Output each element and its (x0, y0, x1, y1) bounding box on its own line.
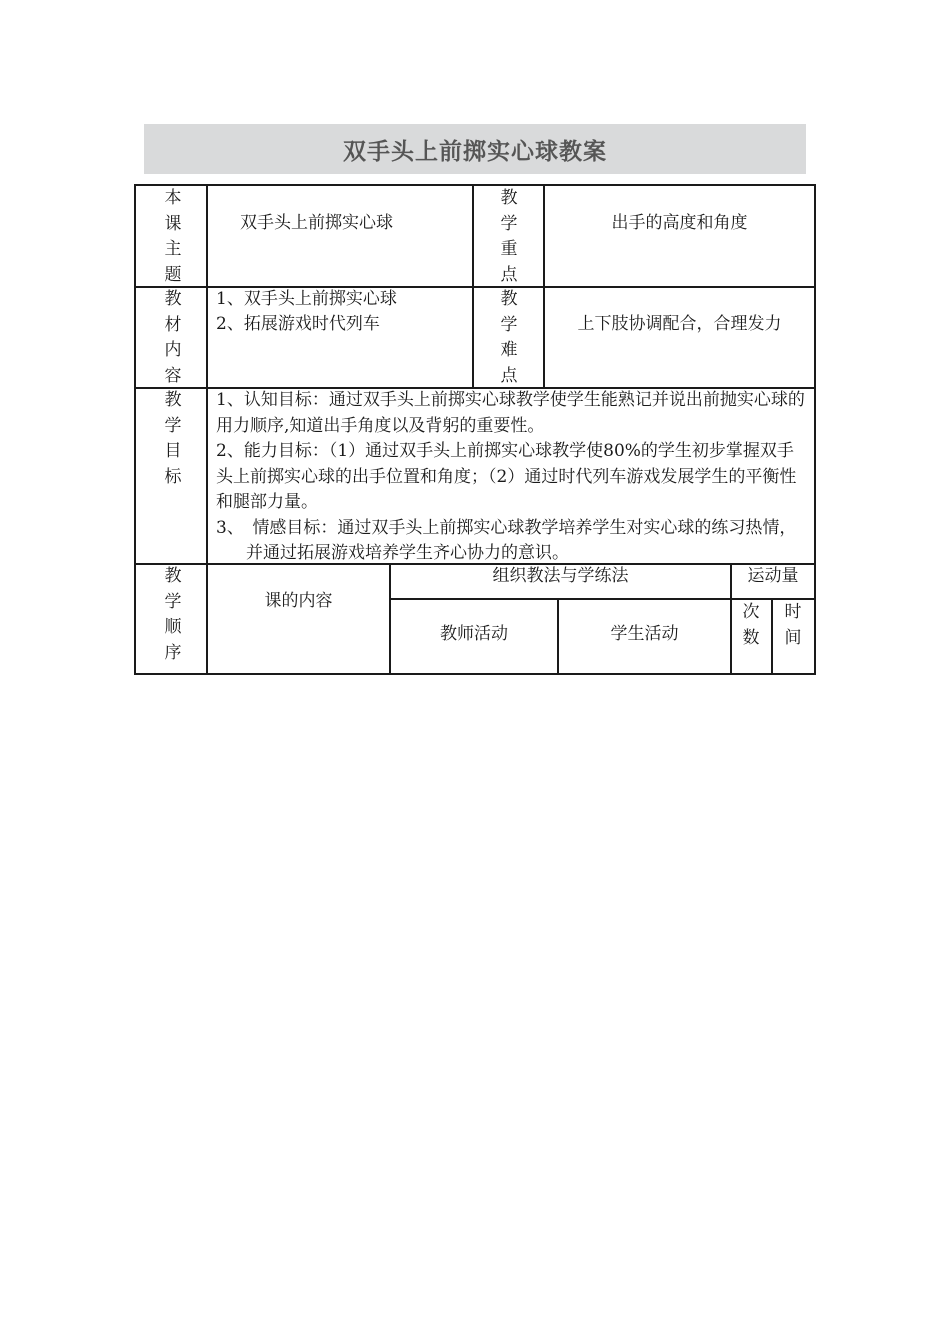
topic-label: 本课主题 (164, 188, 182, 285)
key-point-value: 出手的高度和角度 (611, 213, 748, 233)
count-header: 次数 (742, 602, 760, 648)
time-header: 时间 (784, 602, 802, 648)
document-title: 双手头上前掷实心球教案 (343, 138, 607, 165)
document-title-bar (144, 124, 806, 174)
objective-cognitive: 1、认知目标：通过双手头上前掷实心球教学使学生能熟记并说出前抛实心球的用力顺序,知道出手角度以及背躬的重要性。 (216, 390, 805, 436)
content-header: 课的内容 (264, 591, 333, 611)
key-point-label: 教学重点 (500, 188, 518, 285)
material-item: 1、双手头上前掷实心球 (216, 289, 397, 309)
sequence-label: 教学顺序 (164, 566, 182, 663)
student-activity-header: 学生活动 (610, 624, 679, 644)
column-divider (771, 598, 773, 673)
difficulty-label: 教学难点 (500, 289, 518, 386)
objective-ability: 2、能力目标：（1）通过双手头上前掷实心球教学使80%的学生初步掌握双手头上前掷实心球的出手位置和角度；（2）通过时代列车游戏发展学生的平衡性和腿部力量。 (216, 441, 797, 512)
objectives-label: 教学目标 (164, 390, 182, 487)
material-label: 教材内容 (164, 289, 182, 386)
method-header: 组织教法与学练法 (492, 566, 629, 586)
topic-value: 双手头上前掷实心球 (240, 213, 393, 233)
objective-affective: 3、 情感目标：通过双手头上前掷实心球教学培养学生对实心球的练习热情，并通过拓展游戏培养学生齐心协力的意识。 (216, 517, 797, 563)
difficulty-value: 上下肢协调配合，合理发力 (577, 314, 782, 334)
lesson-plan-table (134, 184, 816, 675)
teacher-activity-header: 教师活动 (440, 624, 508, 644)
load-header: 运动量 (747, 566, 799, 586)
material-item: 2、拓展游戏时代列车 (216, 314, 380, 334)
column-divider (472, 186, 474, 387)
objectives-text (216, 388, 809, 567)
